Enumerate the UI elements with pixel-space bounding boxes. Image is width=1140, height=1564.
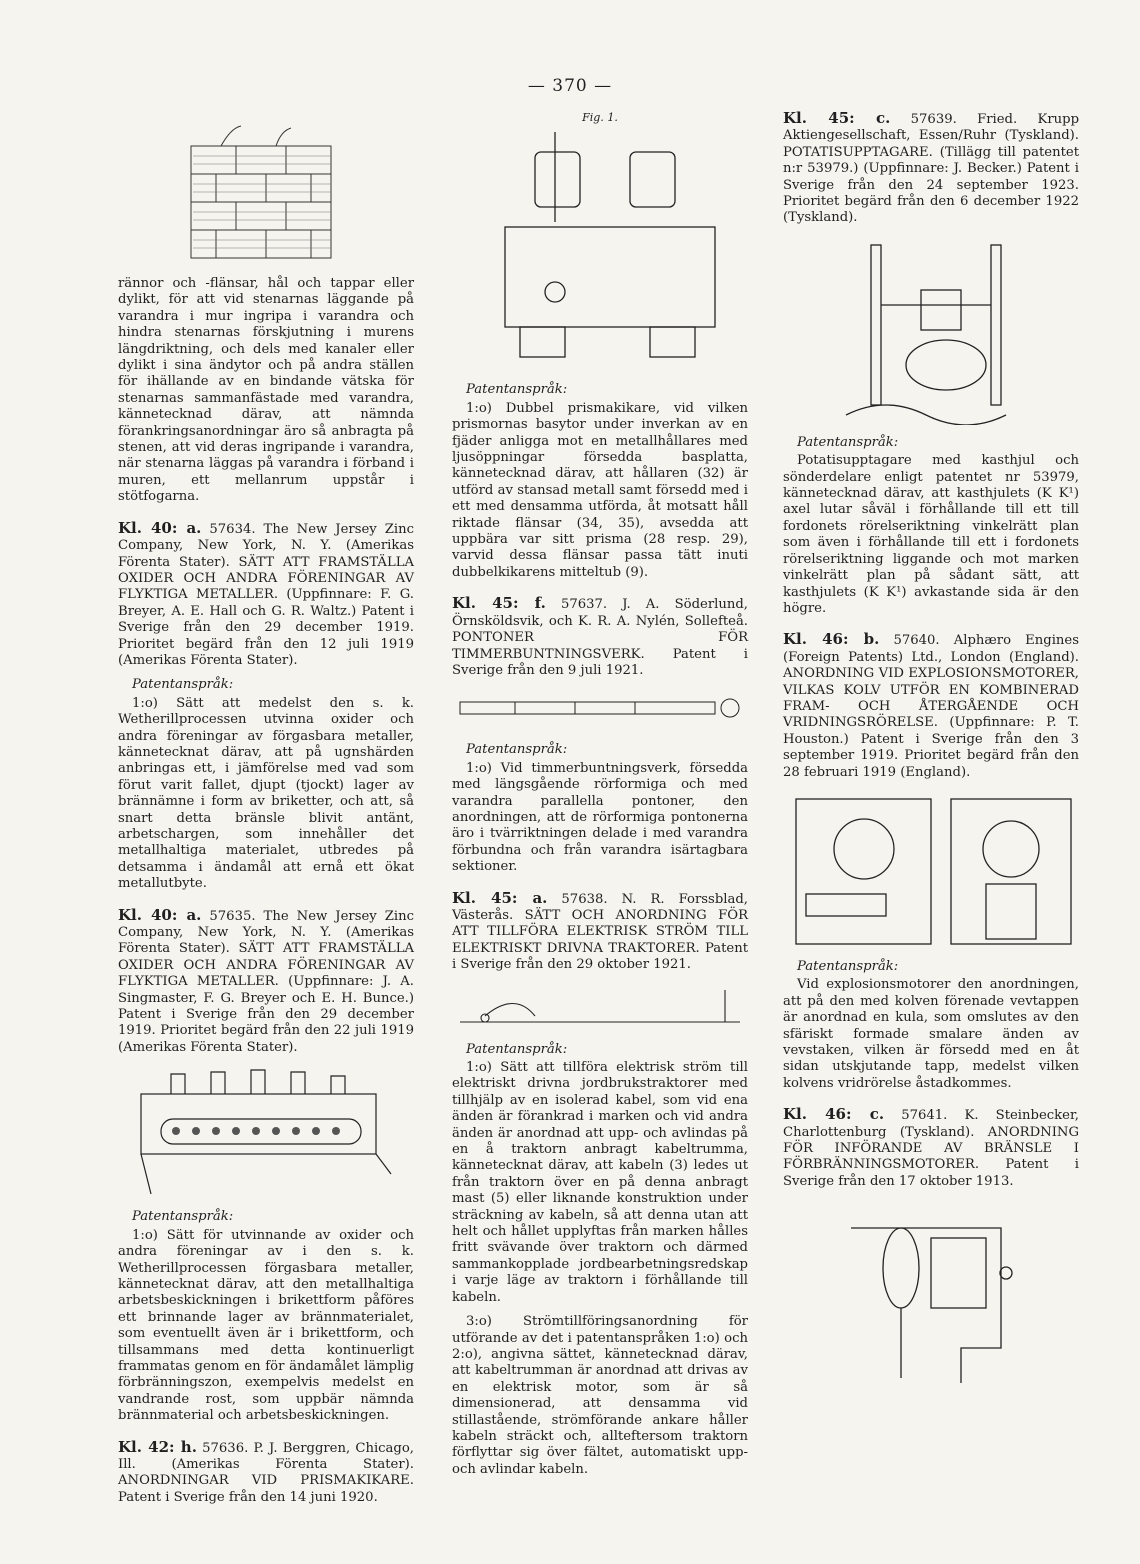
patent-entry-57638 [452,890,748,1479]
entry-text: 57639. Fried. Krupp Aktiengesellschaft, Essen/Ruhr (Tyskland). POTATISUPPTAGARE. (Tillägg till patentet n:r 53979.) (Uppfinnare: J. Becker.) Patent i Sverige från den 24 september 1923. Prioritet begärd från den 6 december 1922 (Tyskland). [783,112,1080,226]
class-label: Kl. 40: a. [118,905,202,924]
patent-entry-57637 [452,595,748,875]
potato-harvester-figure [826,235,1036,425]
furnace-figure [131,1064,401,1199]
patent-entry-57636 [118,1439,414,1507]
patent-entry-57639 [783,110,1079,617]
patent-entry-57641 [783,1106,1079,1388]
claim-text: 3:o) Strömtillföringsanordning för utförande av det i patentanspråken 1:o) och 2:o), angivna sättet, kännetecknad därav, att kabeltrumman är anordnad att drivas av en elektrisk motor, som är så dimensionerad, att densamma vid stillastående, strömförande ankare håller kabeln sträckt och, allteftersom traktorn förflyttar sig över fältet, automatiskt upp- och avlindar kabeln. [452,1314,748,1477]
class-label: Kl. 46: b. [783,630,880,649]
class-label: Kl. 46: c. [783,1105,885,1124]
claim-heading: Patentanspråk: [466,742,568,758]
patent-entry-57634 [118,520,414,893]
figure-label: Fig. 1. [582,111,618,124]
claim-heading: Patentanspråk: [797,434,899,450]
entry-text: 57637. J. A. Söderlund, Örnsköldsvik, och K. R. A. Nylén, Sollefteå. PONTONER FÖR TIMMERBUNTNINGSVERK. Patent i Sverige från den 9 juli 1921. [452,597,748,678]
claim-text: 1:o) Sätt för utvinnande av oxider och andra föreningar av i den s. k. Wetherillprocessen förgasbara metaller, kännetecknat därav, att den metallhaltiga arbetsbeskickningen i brikettform påföres ett brinnande lager av brännmaterialet, som eventuellt även är i brikettform, och tillsammans med detta kontinuerligt frammatas genom en för ändamålet lämplig förbränningszon, exempelvis medelst en vandrande rost, som uppbär nämnda brännmaterial och arbetsbeskickningen. [118,1227,414,1424]
claim-heading: Patentanspråk: [797,958,899,974]
class-label: Kl. 45: a. [452,888,548,907]
patent-entry-57640 [783,631,1079,1092]
column-2 [452,110,748,1486]
claim-text: 1:o) Sätt att tillföra elektrisk ström till elektriskt drivna jordbrukstraktorer med tillhjälp av en isolerad kabel, som vid ena änden är förankrad i marken och vid andra änden är anordnad att upp- och avlindas på en å traktorn anbragt kabeltrumma, kännetecknat därav, att kabeln (3) ledes ut från traktorn över en på denna anbragt mast (5) eller liknande konstruktion under sträckning av kabeln, så att denna utan att helt och hållet upplyftas från marken hålles fritt svävande över traktorn och därmed sammankopplade jordbearbetningsredskap i varje läge av traktorn i förhållande till kabeln. [452,1060,748,1305]
page-number: — 370 — [527,76,613,96]
column-3 [783,110,1079,1398]
claim-heading: Patentanspråk: [132,677,234,693]
intro-paragraph: rännor och -flänsar, hål och tappar eller dylikt, för att vid stenarnas läggande på varandra i mur ingripa i varandra och hindra stenarnas förskjutning i murens längdriktning, och dels med kanaler eller dylikt i sina ändytor och på andra ställen för ihällande av en bindande vätska för stenarnas sammanfästade med varandra, kännetecknad därav, att nämnda förankringsanordningar äro så anbragta på stenen, att vid deras ingripande i varandra, när stenarna läggas på varandra i förband i muren, ett mellanrum uppstår i stötfogarna. [118,276,414,505]
class-label: Kl. 45: c. [783,109,891,127]
entry-text: 57640. Alphæro Engines (Foreign Patents) Ltd., London (England). ANORDNING VID EXPLOSIONSMOTORER, VILKAS KOLV UTFÖR EN KOMBINERAD FRAM- OCH ÅTERGÅENDE OCH VRIDNINGSRÖRELSE. (Uppfinnare: P. T. Houston.) Patent i Sverige från den 3 september 1919. Prioritet begärd från den 28 februari 1919 (England). [783,633,1079,780]
entry-text: 57635. The New Jersey Zinc Company, New York, N. Y. (Amerikas Förenta Stater). SÄTT ATT FRAMSTÄLLA OXIDER OCH ANDRA FÖRENINGAR AV FLYKTIGA METALLER. (Uppfinnare: J. A. Singmaster, F. G. Breyer och E. H. Bunce.) Patent i Sverige från den 29 december 1919. Prioritet begärd från den 22 juli 1919 (Amerikas Förenta Stater). [118,908,414,1055]
pontoon-figure [455,687,745,732]
claim-heading: Patentanspråk: [466,382,568,398]
class-label: Kl. 42: h. [118,1437,197,1456]
claim-text: 1:o) Sätt att medelst den s. k. Wetherillprocessen utvinna oxider och andra föreningar av förgasbara metaller, kännetecknat därav, att på ugnshärden anbringas ett, i jämförelse med vad som förut varit fallet, djupt (tjockt) lager av brännämne i form av briketter, och att, så snart detta bränsle blivit antänt, arbetschargen, som innehåller det metallhaltiga materialet, utbredes på detsamma i ändamål att ernå ett ökat metallutbyte. [118,695,414,892]
engine-figure [786,789,1076,949]
class-label: Kl. 45: f. [452,594,546,613]
entry-text: 57641. K. Steinbecker, Charlottenburg (Tyskland). ANORDNING FÖR INFÖRANDE AV BRÄNSLE I FÖRBRÄNNINGSMOTORER. Patent i Sverige från den 17 oktober 1913. [783,1108,1079,1189]
tractor-cable-figure [455,982,745,1032]
patent-entry-57635 [118,907,414,1425]
entry-text: 57634. The New Jersey Zinc Company, New York, N. Y. (Amerikas Förenta Stater). SÄTT ATT FRAMSTÄLLA OXIDER OCH ANDRA FÖRENINGAR AV FLYKTIGA METALLER. (Uppfinnare: F. G. Breyer, A. E. Hall och G. R. Waltz.) Patent i Sverige från den 29 december 1919. Prioritet begärd från den 12 juli 1919 (Amerikas Förenta Stater). [118,521,414,668]
claim-heading: Patentanspråk: [466,1041,568,1057]
brick-wall-figure [181,116,351,266]
claim-heading: Patentanspråk: [132,1209,234,1225]
claim-text: Vid explosionsmotorer den anordningen, att på den med kolven förenade vevtappen är anordnad en kula, som omslutes av den sfäriskt formade smalare änden av vevstaken, vilken är försedd med en åt sidan utskjutande tapp, medelst vilken kolvens vridrörelse åstadkommes. [783,977,1079,1091]
binoculars-figure [460,132,740,372]
entry-text: 57636. P. J. Berggren, Chicago, Ill. (Amerikas Förenta Stater). ANORDNINGAR VID PRISMAKIKARE. Patent i Sverige från den 14 juni 1920. [118,1440,414,1505]
claim-text: 1:o) Vid timmerbuntningsverk, försedda med längsgående rörformiga och med varandra parallella pontoner, den anordningen, att de rörformiga pontonerna äro i tvärriktningen delade i med varandra förbundna och från varandra isärtagbara sektioner. [452,760,748,875]
column-1 [118,110,414,1514]
claim-text: 1:o) Dubbel prismakikare, vid vilken prismornas basytor under inverkan av en fjäder anligga mot en metallhållares med ljusöppningar försedda basplatta, kännetecknad därav, att hållaren (32) är utförd av stansad metall samt försedd med i ett med densamma utförda, åt motsatt håll riktade flänsar (34, 35), avsedda att uppbära var sitt prisma (28 resp. 29), varvid dessa flänsar passa tätt inuti dubbelkikarens mitteltub (9). [452,400,748,580]
fuel-injector-figure [831,1198,1031,1388]
claim-text: Potatisupptagare med kasthjul och sönderdelare enligt patentet nr 53979, kännetecknad därav, att kasthjulets (K K¹) axel lutar såväl i förhållande till ett till fordonets rörelseriktning vinkelrätt plan som även i förhållande till ett i fordonets rörelseriktning liggande och mot marken vinkelrätt plan på sådant sätt, att kasthjulets (K K¹) avkastande sida är den högre. [783,453,1079,616]
class-label: Kl. 40: a. [118,518,202,537]
entry-text: 57638. N. R. Forssblad, Västerås. SÄTT OCH ANORDNING FÖR ATT TILLFÖRA ELEKTRISK STRÖM TILL ELEKTRISKT DRIVNA TRAKTORER. Patent i Sverige från den 29 oktober 1921. [452,891,748,973]
